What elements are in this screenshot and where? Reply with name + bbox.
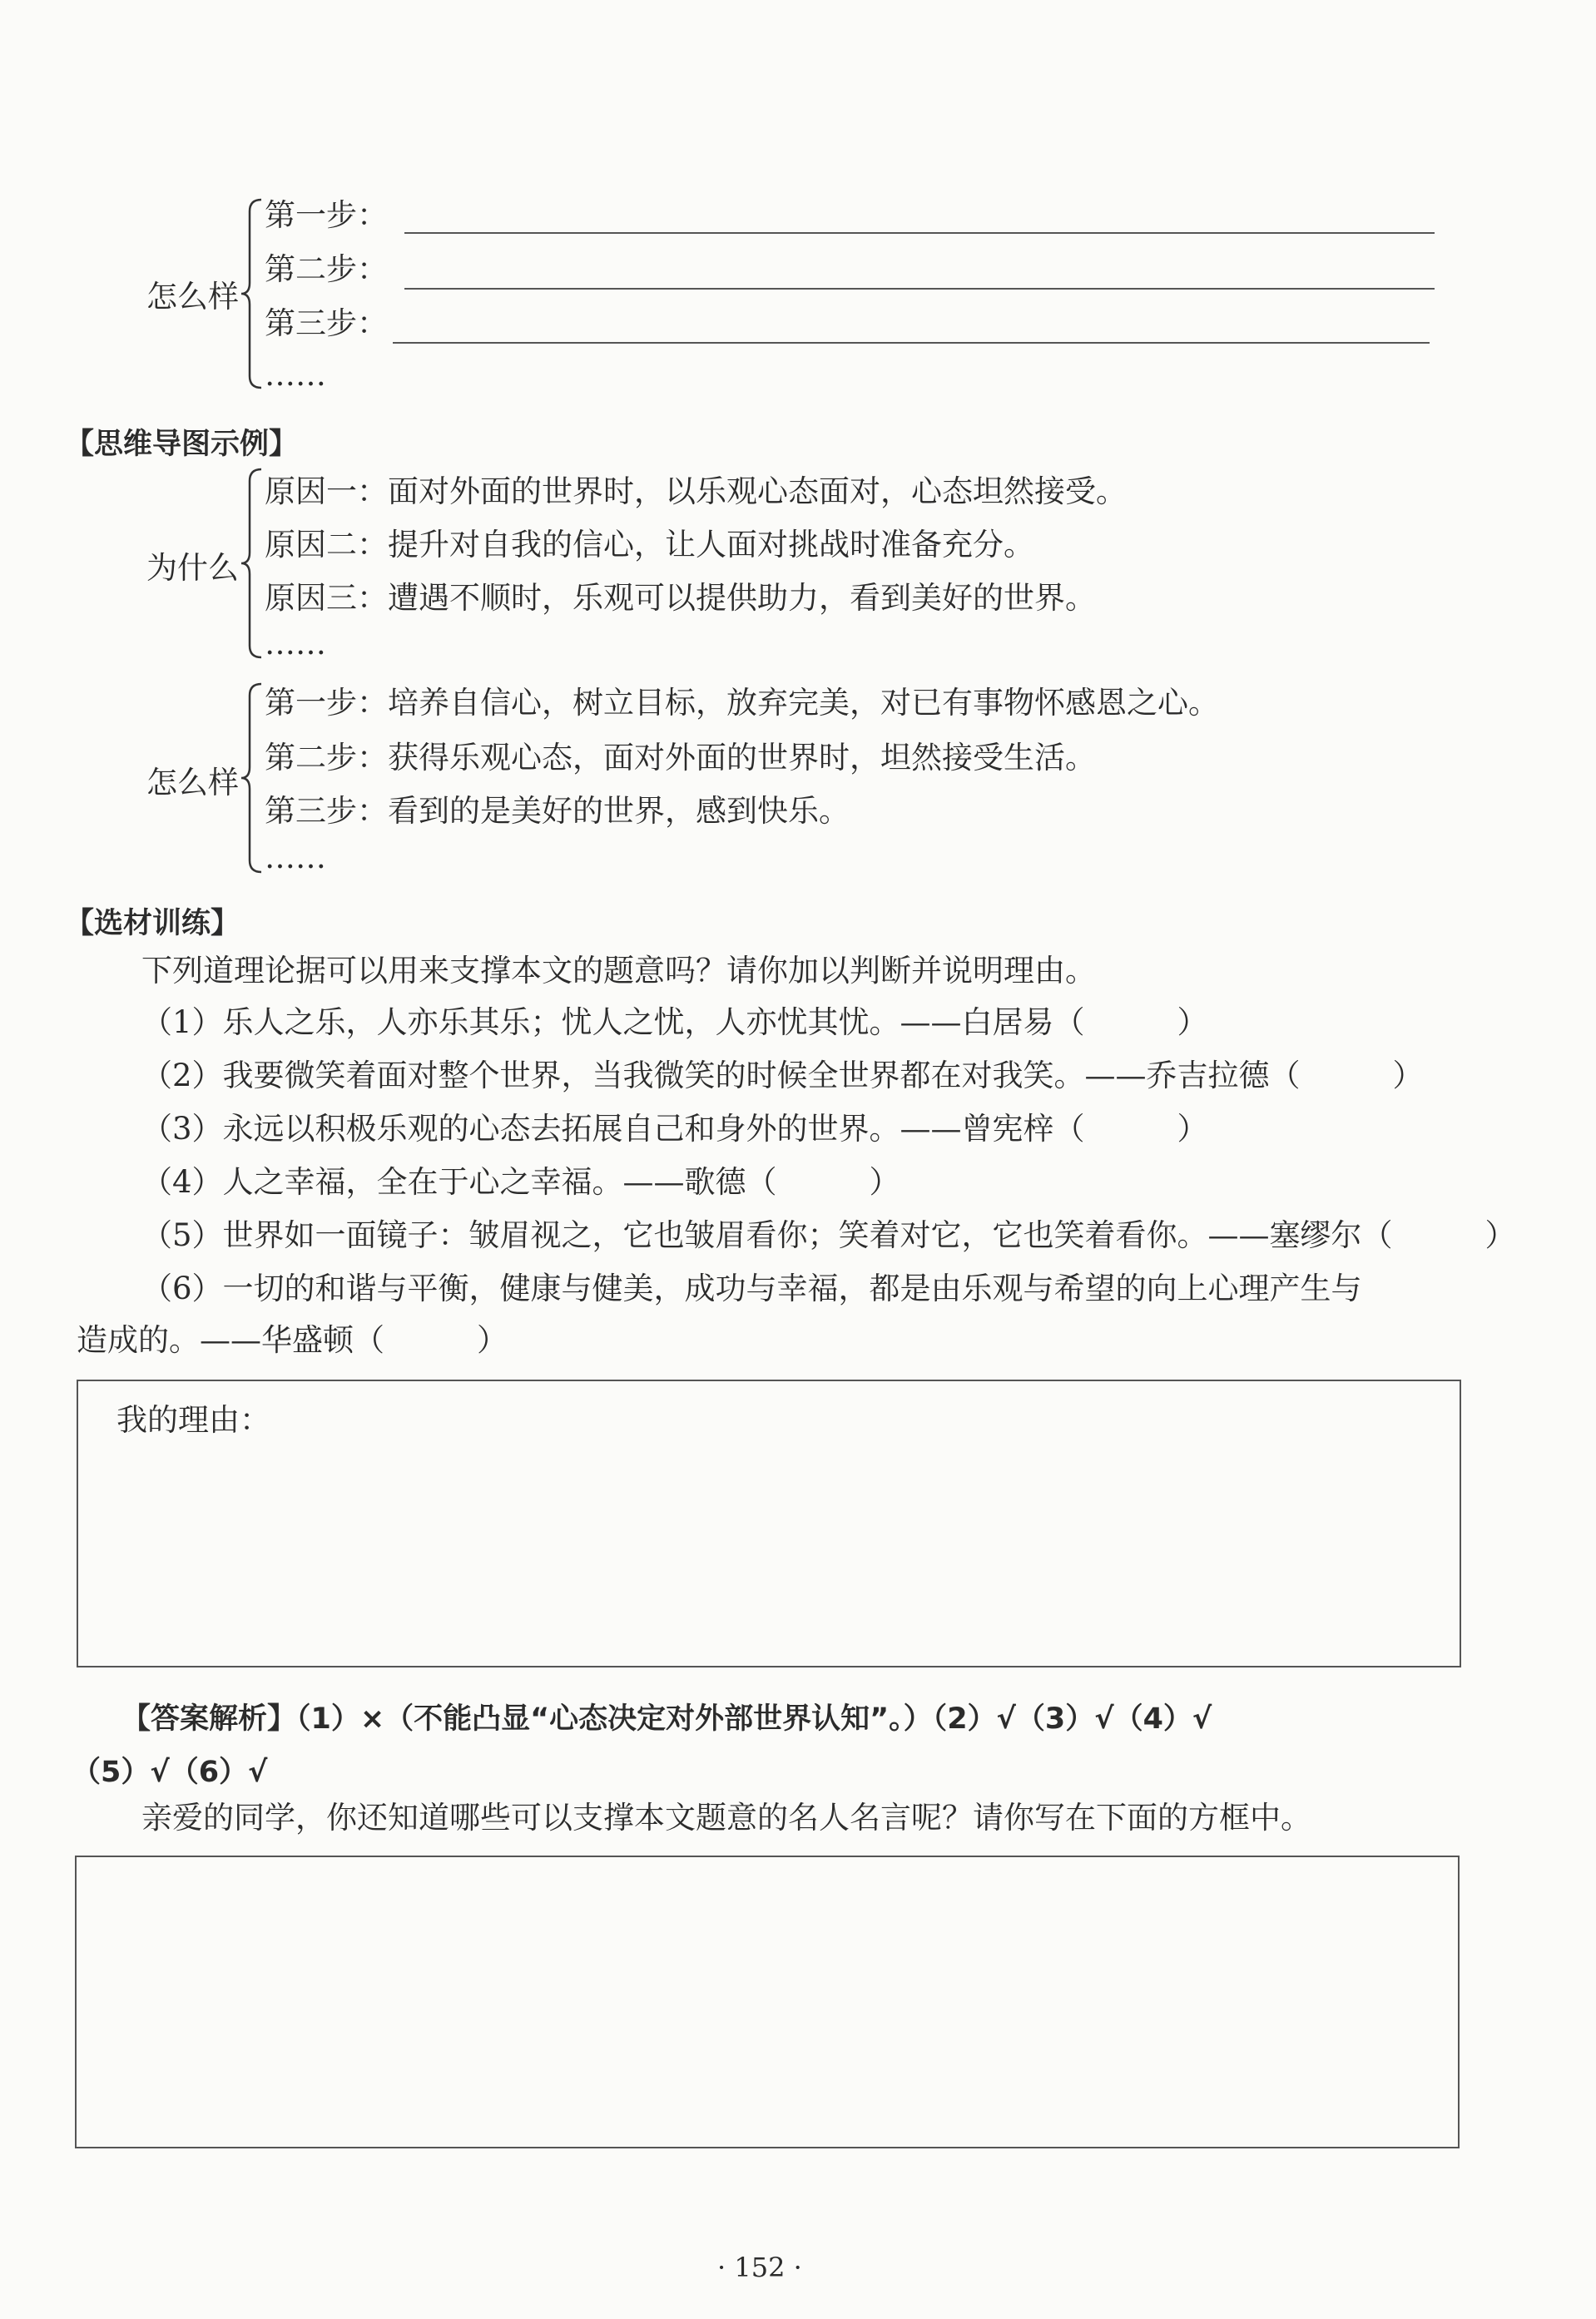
reason-label: 我的理由： [116,1402,270,1438]
why-reason-1: 原因一：面对外面的世界时，以乐观心态面对，心态坦然接受。 [265,473,1127,509]
page-number: · 152 · [717,2252,802,2283]
why-reason-2: 原因二：提升对自我的信心，让人面对挑战时准备充分。 [265,527,1034,562]
material-item-3: （3）永远以积极乐观的心态去拓展自己和身外的世界。——曾宪梓（ ） [141,1111,1208,1147]
material-heading: 【选材训练】 [65,907,240,940]
brace-how [240,682,265,874]
answer-analysis-line-2: （5）√（6）√ [72,1756,268,1789]
how-blank-step-2: 第二步： [265,251,388,287]
mindmap-heading: 【思维导图示例】 [65,428,299,461]
why-reason-3: 原因三：遭遇不顺时，乐观可以提供助力，看到美好的世界。 [265,580,1096,616]
answer-line-step-2[interactable] [404,288,1435,290]
how-blank-step-3: 第三步： [265,305,388,341]
quote-box[interactable] [75,1856,1460,2148]
how-blank-ellipsis: …… [265,357,326,393]
material-item-6-line-2: 造成的。——华盛顿（ ） [77,1322,508,1358]
material-intro: 下列道理论据可以用来支撑本文的题意吗？请你加以判断并说明理由。 [141,953,1096,989]
answer-analysis-line-1: 【答案解析】（1）×（不能凸显“心态决定对外部世界认知”。）（2）√（3）√（4）√ [121,1702,1212,1736]
why-label: 为什么 [146,550,239,586]
material-item-2: （2）我要微笑着面对整个世界，当我微笑的时候全世界都在对我笑。——乔吉拉德（ ） [141,1058,1424,1093]
how-step-3: 第三步：看到的是美好的世界，感到快乐。 [265,793,850,829]
brace-how-blank [240,198,265,389]
answer-line-step-1[interactable] [404,232,1435,234]
how-blank-step-1: 第一步： [265,197,388,233]
how-ellipsis: …… [265,840,326,875]
material-item-5: （5）世界如一面镜子：皱眉视之，它也皱眉看你；笑着对它，它也笑着看你。——塞缪尔（ ） [141,1217,1516,1253]
reason-box[interactable] [77,1380,1461,1667]
quote-prompt: 亲爱的同学，你还知道哪些可以支撑本文题意的名人名言呢？请你写在下面的方框中。 [141,1800,1311,1836]
how-label: 怎么样 [146,765,239,800]
why-ellipsis: …… [265,626,326,662]
how-step-2: 第二步：获得乐观心态，面对外面的世界时，坦然接受生活。 [265,740,1096,775]
brace-why [240,468,265,659]
material-item-6-line-1: （6）一切的和谐与平衡，健康与健美，成功与幸福，都是由乐观与希望的向上心理产生与 [141,1271,1362,1306]
how-blank-label: 怎么样 [146,279,239,315]
material-item-1: （1）乐人之乐，人亦乐其乐；忧人之忧，人亦忧其忧。——白居易（ ） [141,1004,1208,1040]
answer-line-step-3[interactable] [393,342,1430,344]
material-item-4: （4）人之幸福，全在于心之幸福。——歌德（ ） [141,1164,900,1200]
how-step-1: 第一步：培养自信心，树立目标，放弃完美，对已有事物怀感恩之心。 [265,685,1219,721]
